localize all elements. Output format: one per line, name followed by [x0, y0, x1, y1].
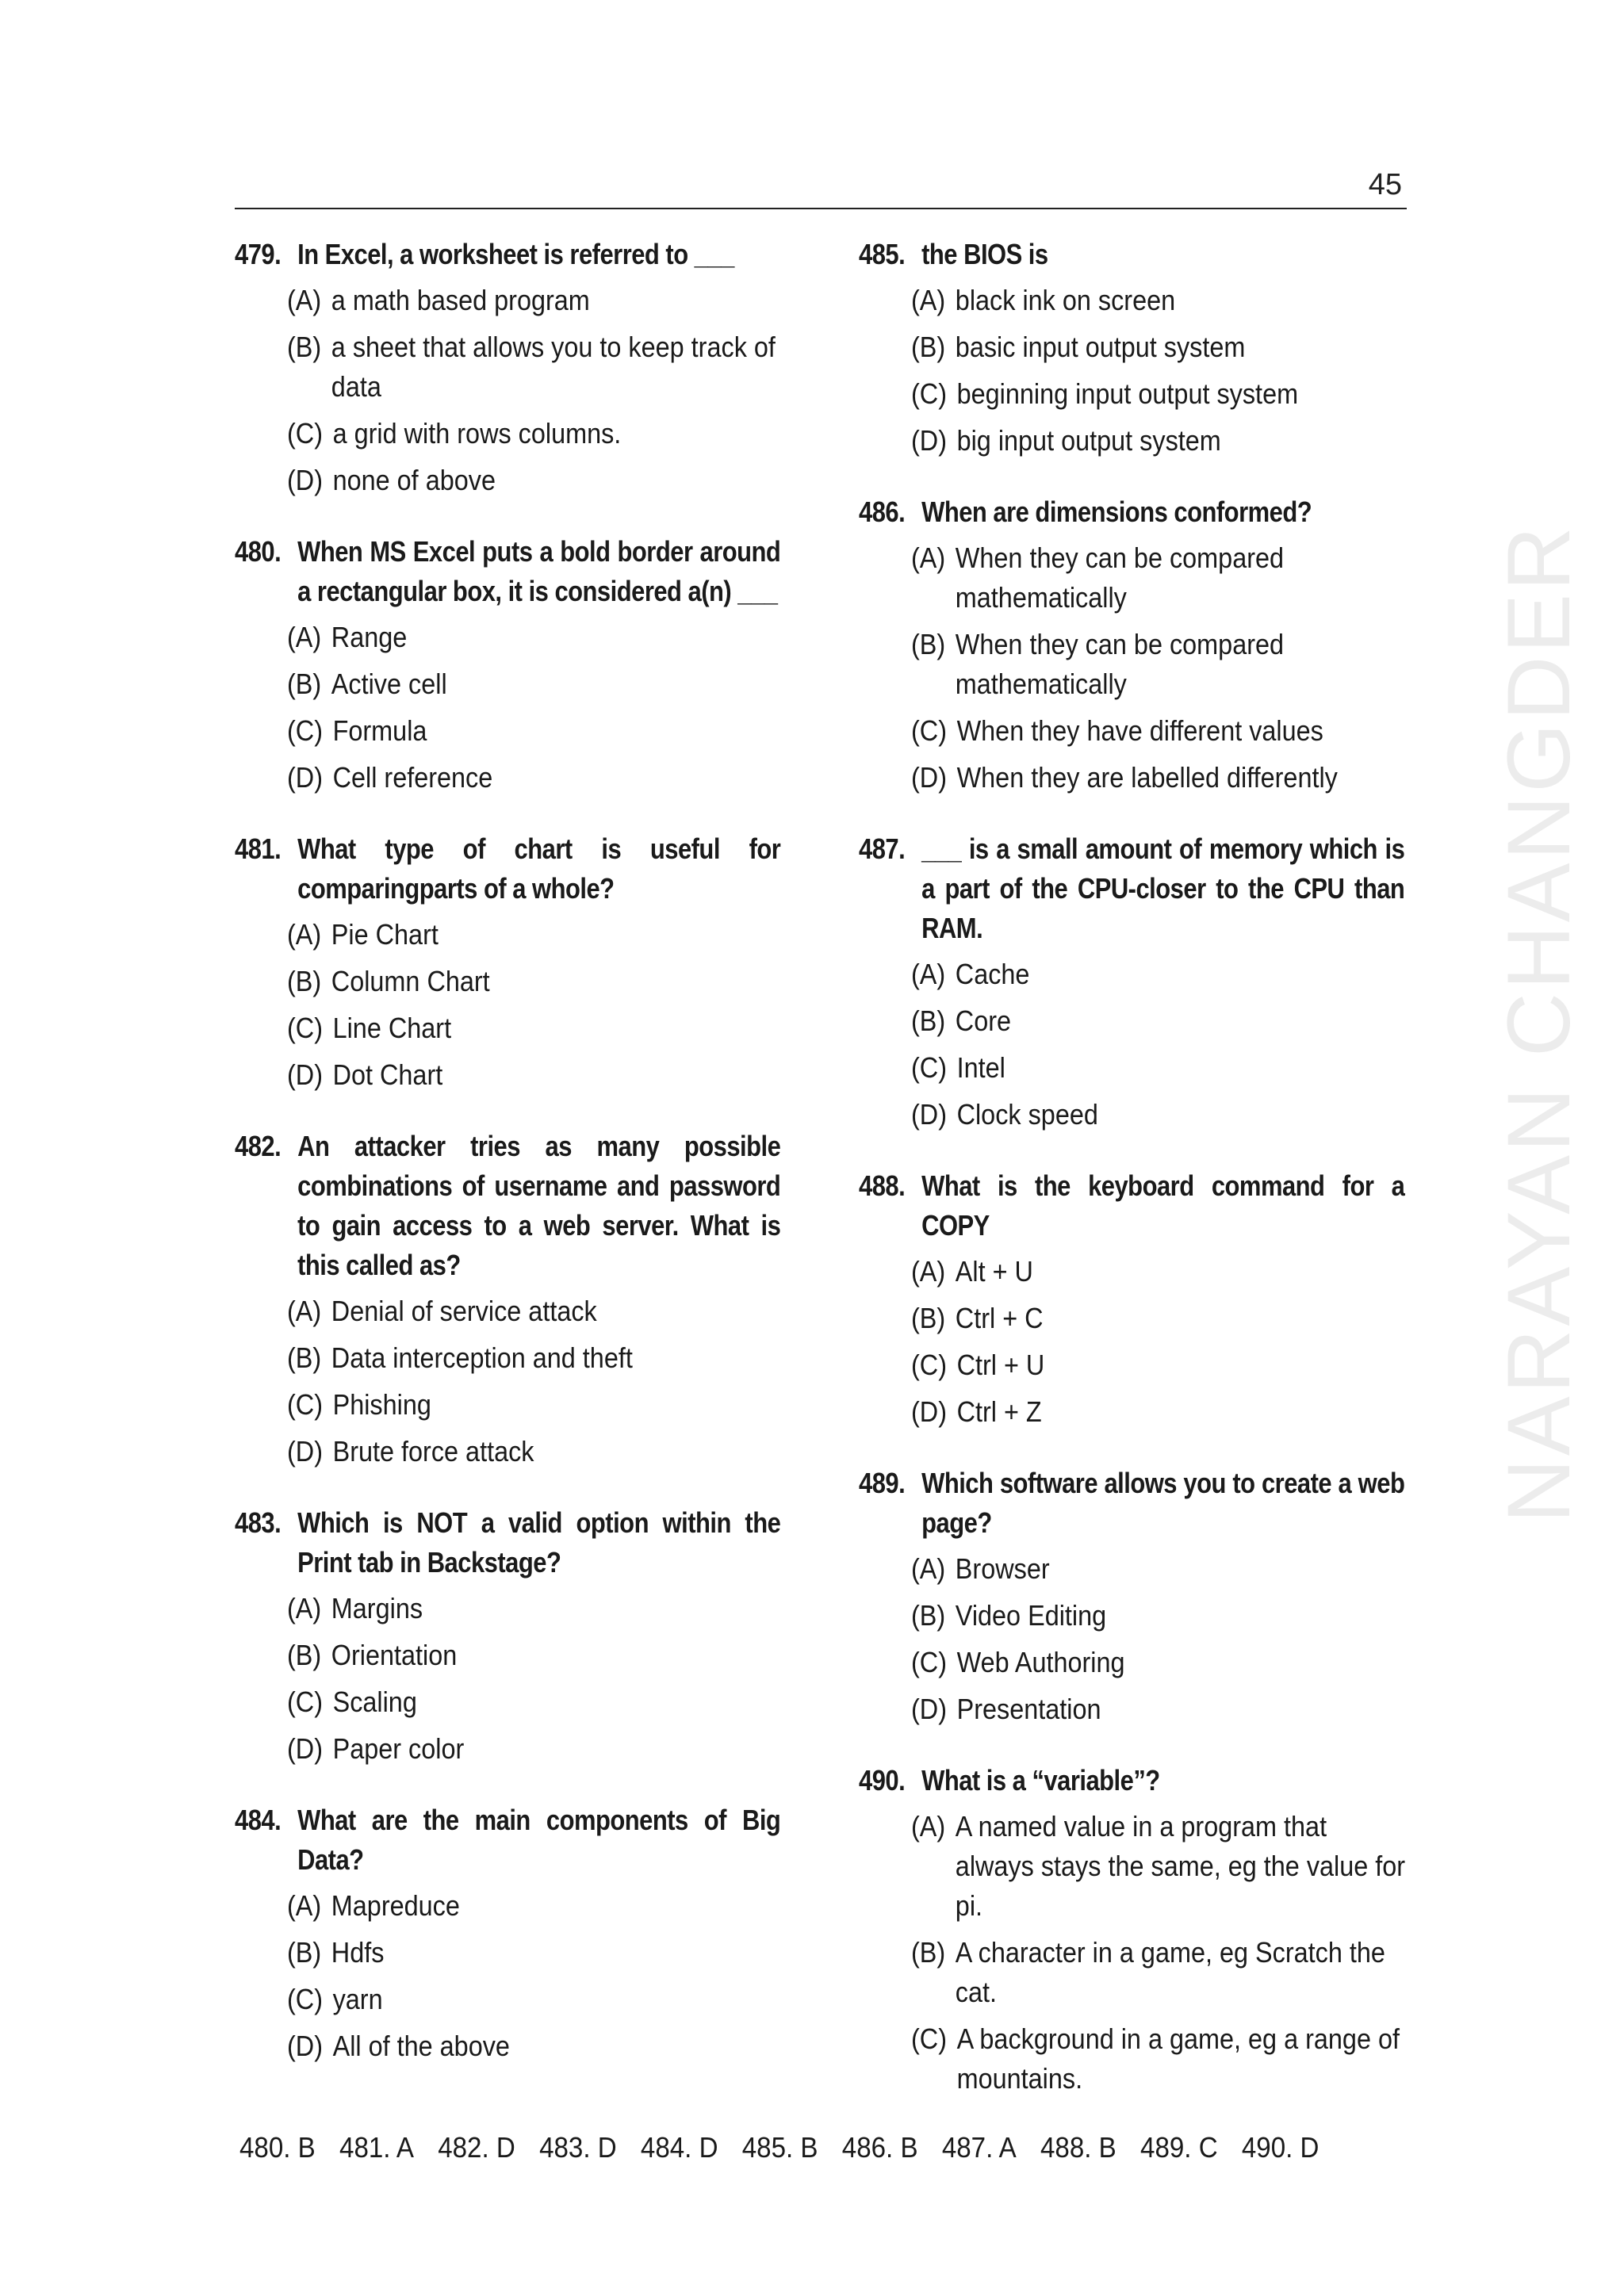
option-item — [911, 1095, 1405, 1135]
question-stem — [859, 1761, 1404, 1800]
option-label: (C) — [911, 1349, 947, 1381]
option-text: Presentation — [956, 1693, 1101, 1725]
option-label: (A) — [287, 1889, 322, 1922]
option-label: (D) — [911, 1693, 947, 1725]
option-item — [287, 1682, 781, 1722]
option-item — [911, 1252, 1405, 1292]
question-text: Which software allows you to create a web page? — [921, 1467, 1405, 1539]
option-label: (D) — [287, 1732, 323, 1765]
option-text: basic input output system — [955, 331, 1246, 363]
option-label: (D) — [287, 1435, 323, 1468]
option-text: yarn — [332, 1983, 383, 2015]
options-list — [235, 281, 782, 500]
option-label: (C) — [287, 714, 323, 747]
option-text: When they can be compared mathematically — [955, 628, 1285, 700]
question-number: 485. — [859, 238, 906, 270]
question-stem — [235, 1127, 780, 1285]
option-text: A character in a game, eg Scratch the cat. — [955, 1936, 1385, 2008]
option-item — [287, 618, 781, 657]
option-label: (A) — [911, 541, 946, 574]
question-stem — [235, 1503, 780, 1582]
question-stem — [859, 492, 1404, 532]
option-label: (D) — [287, 761, 323, 794]
option-label: (B) — [287, 668, 322, 700]
page-number: 45 — [1368, 168, 1402, 201]
option-item — [287, 1589, 781, 1628]
option-text: Pie Chart — [331, 918, 439, 951]
option-label: (B) — [911, 1302, 946, 1334]
options-list — [859, 955, 1406, 1135]
option-label: (A) — [287, 1295, 322, 1327]
option-label: (C) — [911, 714, 947, 747]
option-label: (B) — [287, 331, 322, 363]
option-text: Cache — [955, 958, 1030, 990]
option-text: Paper color — [332, 1732, 465, 1765]
option-text: a grid with rows columns. — [332, 417, 622, 450]
option-item — [287, 1292, 781, 1331]
question-stem — [235, 1800, 780, 1880]
option-item — [287, 664, 781, 704]
option-label: (B) — [911, 331, 946, 363]
question-text: When MS Excel puts a bold border around a rectangular box, it is considered a(n) ___ — [297, 535, 781, 607]
option-item — [911, 1345, 1405, 1385]
option-text: beginning input output system — [956, 377, 1299, 410]
option-label: (B) — [911, 1004, 946, 1037]
option-text: When they have different values — [956, 714, 1323, 747]
question-text: Which is NOT a valid option within the Print tab in Backstage? — [297, 1506, 781, 1578]
question-number: 490. — [859, 1764, 906, 1797]
options-list — [859, 538, 1406, 798]
question-stem — [235, 532, 780, 611]
option-text: none of above — [332, 464, 496, 496]
option-text: Dot Chart — [332, 1058, 443, 1091]
option-text: Browser — [955, 1552, 1050, 1585]
option-item — [911, 1001, 1405, 1041]
answer-key-item: 483. D — [539, 2131, 617, 2164]
option-item — [911, 1299, 1405, 1338]
option-label: (B) — [287, 1341, 322, 1374]
options-list — [235, 1589, 782, 1769]
question-item — [859, 235, 1406, 461]
watermark-text: NARAYAN CHANGDER — [1488, 522, 1588, 1523]
option-label: (C) — [911, 2022, 947, 2055]
option-item — [287, 327, 781, 407]
options-list — [859, 1252, 1406, 1432]
option-item — [911, 2019, 1405, 2099]
option-text: Denial of service attack — [331, 1295, 597, 1327]
option-item — [287, 1980, 781, 2019]
question-text: What type of chart is useful for comparingparts of a whole? — [297, 832, 781, 905]
option-text: Video Editing — [955, 1599, 1107, 1632]
question-item — [859, 1761, 1406, 2099]
option-item — [911, 758, 1405, 798]
question-text: When are dimensions conformed? — [921, 496, 1312, 528]
option-text: Clock speed — [956, 1098, 1098, 1131]
option-item — [287, 1008, 781, 1048]
question-stem — [235, 829, 780, 909]
option-text: Phishing — [332, 1388, 431, 1421]
option-item — [287, 1729, 781, 1769]
option-text: Orientation — [331, 1639, 458, 1671]
question-text: An attacker tries as many possible combinations of username and password to gain access to a web server. What is this called as? — [297, 1130, 781, 1281]
option-label: (A) — [287, 918, 322, 951]
option-item — [287, 962, 781, 1001]
options-list — [235, 1292, 782, 1471]
option-label: (A) — [911, 958, 946, 990]
question-stem — [859, 1166, 1404, 1246]
option-label: (C) — [287, 417, 323, 450]
question-number: 489. — [859, 1467, 906, 1499]
option-text: Web Authoring — [956, 1646, 1125, 1678]
right-column — [859, 235, 1406, 2130]
option-label: (D) — [911, 1395, 947, 1428]
option-item — [287, 1055, 781, 1095]
question-item — [235, 532, 782, 798]
option-item — [911, 1392, 1405, 1432]
option-text: Core — [955, 1004, 1012, 1037]
option-item — [287, 2026, 781, 2066]
option-label: (B) — [287, 1639, 322, 1671]
option-item — [287, 1432, 781, 1471]
options-list — [859, 1549, 1406, 1729]
option-text: black ink on screen — [955, 284, 1176, 316]
option-label: (C) — [287, 1983, 323, 2015]
option-label: (B) — [287, 1936, 322, 1969]
option-label: (C) — [287, 1388, 323, 1421]
options-list — [859, 1807, 1406, 2099]
option-text: Brute force attack — [332, 1435, 534, 1468]
option-item — [911, 1549, 1405, 1589]
option-item — [287, 1886, 781, 1926]
header-rule — [235, 208, 1407, 209]
option-label: (A) — [911, 284, 946, 316]
question-number: 479. — [235, 238, 282, 270]
option-item — [911, 955, 1405, 994]
question-item — [859, 829, 1406, 1135]
question-number: 486. — [859, 496, 906, 528]
option-label: (C) — [911, 1051, 947, 1084]
option-label: (A) — [287, 284, 322, 316]
option-text: A background in a game, eg a range of mountains. — [956, 2022, 1400, 2095]
option-text: Mapreduce — [331, 1889, 460, 1922]
option-label: (A) — [911, 1810, 946, 1843]
question-number: 481. — [235, 832, 282, 865]
answer-key-item: 480. B — [239, 2131, 316, 2164]
option-label: (A) — [287, 1592, 322, 1624]
option-text: Intel — [956, 1051, 1005, 1084]
left-column — [235, 235, 782, 2098]
option-item — [911, 1596, 1405, 1636]
question-stem — [859, 235, 1404, 274]
question-item — [859, 1166, 1406, 1432]
question-item — [235, 829, 782, 1095]
option-item — [911, 1048, 1405, 1088]
option-label: (A) — [911, 1255, 946, 1288]
question-item — [859, 492, 1406, 798]
option-item — [287, 461, 781, 500]
option-text: Ctrl + Z — [956, 1395, 1042, 1428]
option-label: (C) — [911, 377, 947, 410]
option-item — [911, 538, 1405, 618]
answer-key-item: 484. D — [640, 2131, 718, 2164]
answer-key-item: 486. B — [841, 2131, 918, 2164]
option-item — [911, 625, 1405, 704]
question-stem — [859, 829, 1404, 948]
option-text: Data interception and theft — [331, 1341, 633, 1374]
question-stem — [859, 1464, 1404, 1543]
option-label: (B) — [911, 1936, 946, 1969]
option-label: (D) — [911, 761, 947, 794]
option-text: Alt + U — [955, 1255, 1033, 1288]
option-text: a math based program — [331, 284, 590, 316]
option-item — [287, 281, 781, 320]
option-label: (C) — [287, 1686, 323, 1718]
question-item — [235, 1800, 782, 2066]
option-text: Active cell — [331, 668, 447, 700]
option-item — [911, 1807, 1405, 1926]
option-text: Hdfs — [331, 1936, 385, 1969]
option-item — [287, 758, 781, 798]
option-item — [911, 1643, 1405, 1682]
answer-key-item: 482. D — [438, 2131, 515, 2164]
option-item — [911, 711, 1405, 751]
options-list — [235, 1886, 782, 2066]
option-item — [911, 1933, 1405, 2012]
option-item — [287, 1636, 781, 1675]
option-text: Line Chart — [332, 1012, 452, 1044]
option-text: When they are labelled differently — [956, 761, 1338, 794]
question-item — [859, 1464, 1406, 1729]
option-text: Column Chart — [331, 965, 490, 997]
option-item — [287, 711, 781, 751]
option-text: a sheet that allows you to keep track of data — [331, 331, 776, 403]
question-number: 488. — [859, 1169, 906, 1202]
question-number: 482. — [235, 1130, 282, 1162]
option-item — [911, 327, 1405, 367]
answer-key-item: 487. A — [941, 2131, 1017, 2164]
question-number: 483. — [235, 1506, 282, 1539]
question-text: What is the keyboard command for a COPY — [921, 1169, 1405, 1242]
option-item — [911, 374, 1405, 414]
option-text: Ctrl + C — [955, 1302, 1044, 1334]
answer-key-item: 489. C — [1140, 2131, 1218, 2164]
option-label: (C) — [911, 1646, 947, 1678]
option-text: Formula — [332, 714, 427, 747]
question-text: What are the main components of Big Data? — [297, 1804, 781, 1876]
question-text: What is a “variable”? — [921, 1764, 1160, 1797]
option-label: (B) — [911, 1599, 946, 1632]
option-label: (A) — [287, 621, 322, 653]
question-text: the BIOS is — [921, 238, 1048, 270]
question-number: 487. — [859, 832, 906, 865]
answer-key-item: 481. A — [339, 2131, 414, 2164]
question-number: 484. — [235, 1804, 282, 1836]
option-label: (D) — [287, 464, 323, 496]
option-item — [911, 1689, 1405, 1729]
answer-key — [239, 2131, 1320, 2164]
option-item — [287, 414, 781, 453]
option-item — [911, 281, 1405, 320]
option-label: (D) — [287, 2030, 323, 2062]
answer-key-item: 485. B — [741, 2131, 818, 2164]
option-text: Ctrl + U — [956, 1349, 1045, 1381]
option-item — [287, 1385, 781, 1425]
option-item — [911, 421, 1405, 461]
option-label: (D) — [911, 1098, 947, 1131]
option-label: (D) — [911, 424, 947, 457]
option-text: Scaling — [332, 1686, 417, 1718]
options-list — [859, 281, 1406, 461]
option-label: (B) — [911, 628, 946, 660]
option-item — [287, 915, 781, 955]
question-text: In Excel, a worksheet is referred to ___ — [297, 238, 734, 270]
question-item — [235, 235, 782, 500]
option-label: (C) — [287, 1012, 323, 1044]
question-item — [235, 1503, 782, 1769]
answer-key-item: 488. B — [1040, 2131, 1116, 2164]
answer-key-item: 490. D — [1241, 2131, 1320, 2164]
option-text: big input output system — [956, 424, 1221, 457]
option-text: Range — [331, 621, 408, 653]
option-label: (D) — [287, 1058, 323, 1091]
option-item — [287, 1933, 781, 1973]
option-text: Cell reference — [332, 761, 493, 794]
watermark — [1488, 522, 1588, 1523]
option-item — [287, 1338, 781, 1378]
option-text: A named value in a program that always stays the same, eg the value for pi. — [955, 1810, 1406, 1922]
options-list — [235, 915, 782, 1095]
option-text: All of the above — [332, 2030, 510, 2062]
option-text: Margins — [331, 1592, 423, 1624]
options-list — [235, 618, 782, 798]
option-label: (B) — [287, 965, 322, 997]
question-stem — [235, 235, 780, 274]
option-label: (A) — [911, 1552, 946, 1585]
question-text: ___ is a small amount of memory which is a part of the CPU-closer to the CPU than RAM. — [921, 832, 1405, 944]
question-item — [235, 1127, 782, 1471]
option-text: When they can be compared mathematically — [955, 541, 1285, 614]
question-number: 480. — [235, 535, 282, 568]
